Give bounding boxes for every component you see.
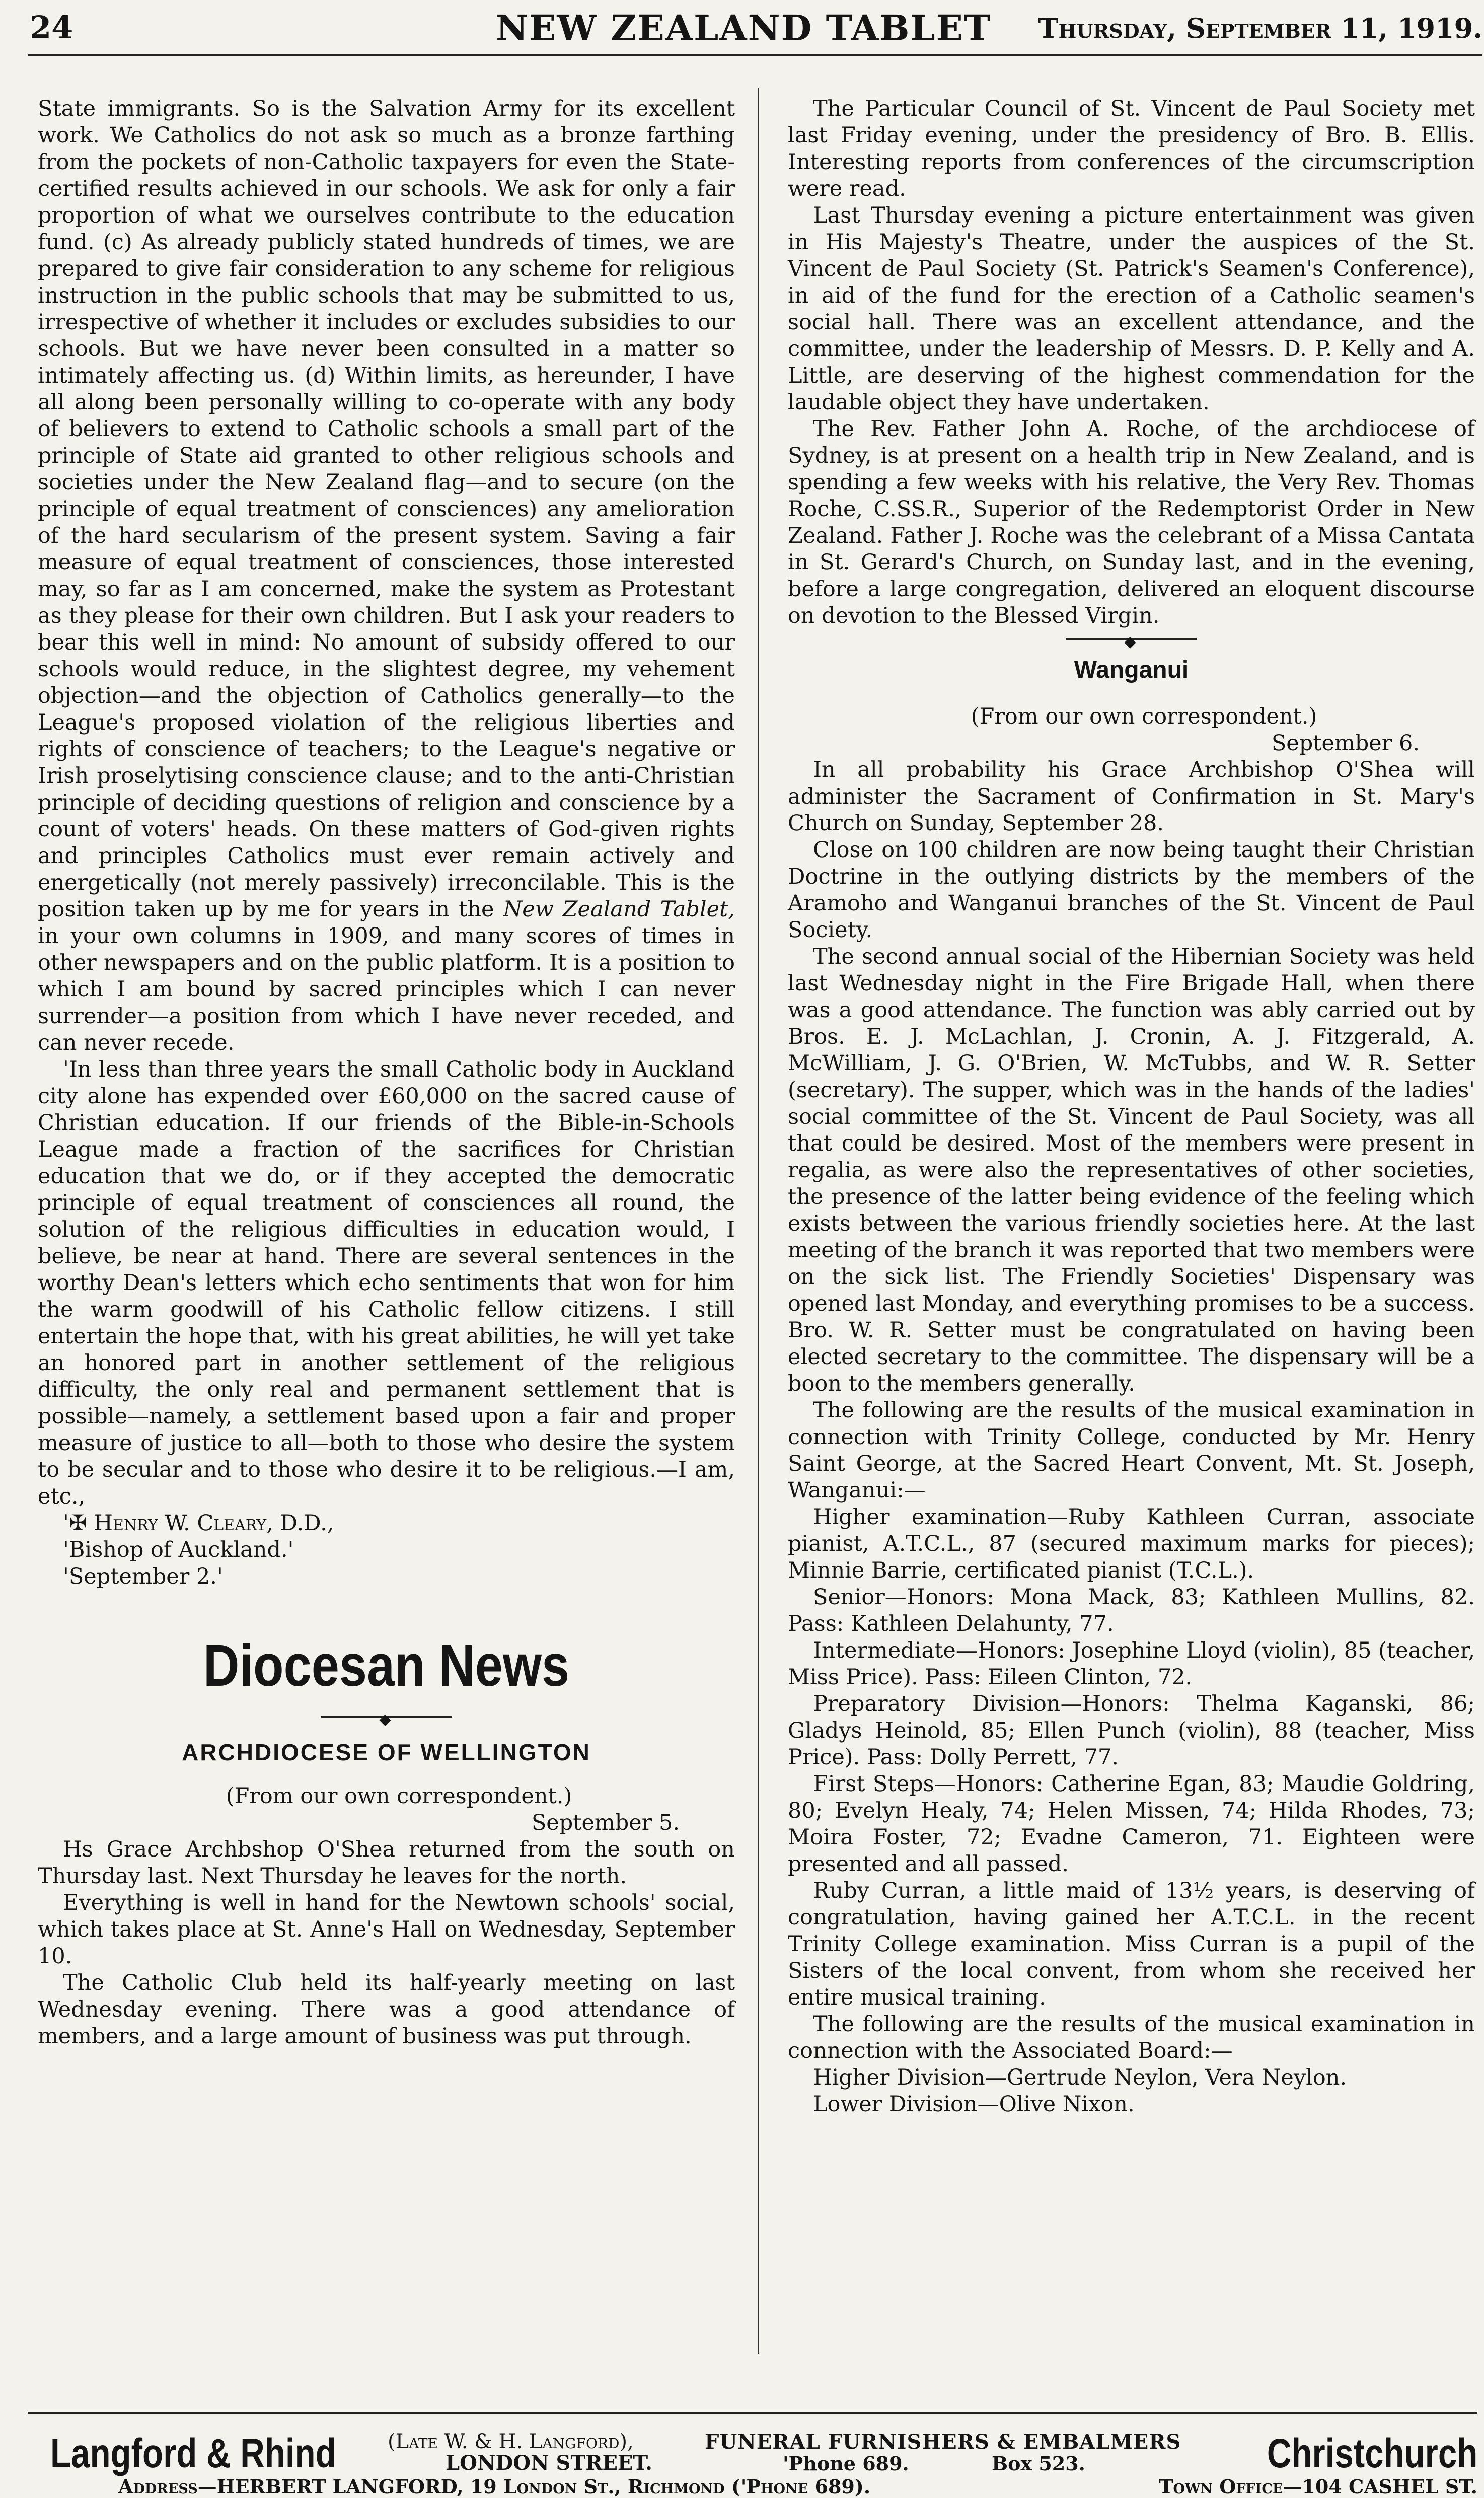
advertiser-street: LONDON STREET. bbox=[446, 2451, 652, 2475]
news-paragraph: The Particular Council of St. Vincent de Paul Society met last Friday evening, under the presidency of Bro. B. Ellis. Interesting reports from conferences of the circumscription were read. bbox=[788, 96, 1475, 201]
advertiser-name: Langford & Rhind bbox=[50, 2431, 336, 2476]
dateline: September 5. bbox=[531, 1810, 680, 1835]
newspaper-title: NEW ZEALAND TABLET bbox=[496, 7, 992, 49]
footer-rule bbox=[28, 2412, 1477, 2414]
news-paragraph: The following are the results of the musical examination in connection with the Associated Board:— bbox=[788, 2012, 1475, 2063]
advertiser-city: Christchurch bbox=[1267, 2431, 1477, 2476]
results-paragraph: Higher Division—Gertrude Neylon, Vera Neylon. bbox=[813, 2065, 1347, 2090]
results-paragraph: Lower Division—Olive Nixon. bbox=[813, 2092, 1135, 2117]
advertiser-phone: 'Phone 689. bbox=[783, 2452, 909, 2475]
letter-paragraph: State immigrants. So is the Salvation Army for its excellent work. We Catholics do not ask so much as a bronze farthing from the pockets of non-Catholic taxpayers for even the State-certified results achieved in our schools. We ask for only a fair proportion of what we ourselves contribute to the education fund. (c) As already publicly stated hundreds of times, we are prepared to give fair consideration to any scheme for religious instruction in the public schools that may be submitted to us, irrespective of whether it includes or excludes subsidies to our schools. But we have never been consulted in a matter so intimately affecting us. (d) Within limits, as hereunder, I have all along been personally willing to co-operate with any body of believers to extend to Catholic schools a small part of the principle of State aid granted to other religious schools and societies under the New Zealand flag—and to secure (on the principle of equal treatment of consciences) any amelioration of the hard secularism of the present system. Saving a fair measure of equal treatment of consciences, those interested may, so far as I am concerned, make the system as Protestant as they please for their own children. But I ask your readers to bear this well in mind: No amount of subsidy offered to our schools would reduce, in the slightest degree, my vehement objection—and the objection of Catholics generally—to the League's proposed violation of the religious liberties and rights of conscience of teachers; to the League's negative or Irish proselytising conscience clause; and to the anti-Christian principle of deciding questions of religion and conscience by a count of voters' heads. On these matters of God-given rights and principles Catholics must ever remain actively and energetically (not merely passively) irreconcilable. This is the position taken up by me for years in the New Zealand Tablet, in your own columns in 1909, and many scores of times in other newspapers and on the public platform. It is a position to which I am bound by sacred principles which I can never surrender—a position from which I have never receded, and can never recede. bbox=[38, 96, 735, 1055]
ornament-rule bbox=[38, 1709, 735, 1724]
advertiser-former-name: (Late W. & H. Langford), bbox=[388, 2430, 634, 2453]
advertiser-trade: FUNERAL FURNISHERS & EMBALMERS bbox=[705, 2430, 1181, 2454]
signature-name: '✠ Henry W. Cleary, D.D., bbox=[63, 1511, 334, 1536]
news-paragraph: The Rev. Father John A. Roche, of the archdiocese of Sydney, is at present on a health trip in New Zealand, and is spending a few weeks with his relative, the Very Rev. Thomas Roche, C.SS.R., Superior of the Redemptorist Order in New Zealand. Father J. Roche was the celebrant of a Missa Cantata in St. Gerard's Church, on Sunday last, and in the evening, before a large congregation, delivered an eloquent discourse on devotion to the Blessed Virgin. bbox=[788, 416, 1475, 628]
news-paragraph: Hs Grace Archbshop O'Shea returned from the south on Thursday last. Next Thursday he leaves for the north. bbox=[38, 1837, 735, 1889]
results-paragraph: Higher examination—Ruby Kathleen Curran, associate pianist, A.T.C.L., 87 (secured maximum marks for pieces); Minnie Barrie, certificated pianist (T.C.L.). bbox=[788, 1505, 1475, 1583]
section-title: Diocesan News bbox=[203, 1632, 570, 1699]
advertisement-footer bbox=[28, 2412, 1477, 2498]
correspondent-line: (From our own correspondent.) bbox=[971, 704, 1317, 729]
ornament-rule bbox=[788, 631, 1475, 647]
signature-date: 'September 2.' bbox=[63, 1564, 223, 1589]
page-number: 24 bbox=[30, 9, 73, 46]
header-rule bbox=[28, 54, 1482, 56]
results-paragraph: Preparatory Division—Honors: Thelma Kaganski, 86; Gladys Heinold, 85; Ellen Punch (violin), 88 (teacher, Miss Price). Pass: Dolly Perrett, 77. bbox=[788, 1691, 1475, 1770]
news-paragraph: The following are the results of the musical examination in connection with Trinity College, conducted by Mr. Henry Saint George, at the Sacred Heart Convent, Mt. St. Joseph, Wanganui:— bbox=[788, 1398, 1475, 1503]
news-paragraph: Everything is well in hand for the Newtown schools' social, which takes place at St. Anne's Hall on Wednesday, September 10. bbox=[38, 1890, 735, 1969]
page-header bbox=[28, 7, 1482, 50]
news-paragraph: Ruby Curran, a little maid of 13½ years, is deserving of congratulation, having gained her A.T.C.L. in the recent Trinity College examination. Miss Curran is a pupil of the Sisters of the local convent, from whom she received her entire musical training. bbox=[788, 1878, 1475, 2010]
advertiser-address: Address—HERBERT LANGFORD, 19 London St., Richmond ('Phone 689). bbox=[118, 2475, 871, 2498]
advertiser-town-office: Town Office—104 CASHEL ST. bbox=[1159, 2475, 1477, 2498]
news-paragraph: The second annual social of the Hibernian Society was held last Wednesday night in the Fire Brigade Hall, when there was a good attendance. The function was ably carried out by Bros. E. J. McLachlan, J. Cronin, A. J. Fitzgerald, A. McWilliam, J. G. O'Brien, W. McTubbs, and W. R. Setter (secretary). The supper, which was in the hands of the ladies' social committee of the St. Vincent de Paul Society, was all that could be desired. Most of the members were present in regalia, as were also the representatives of other societies, the presence of the latter being evidence of the feeling which exists between the various friendly societies here. At the last meeting of the branch it was reported that two members were on the sick list. The Friendly Societies' Dispensary was opened last Monday, and everything promises to be a success. Bro. W. R. Setter must be congratulated on having been elected secretary to the committee. The dispensary will be a boon to the members generally. bbox=[788, 944, 1475, 1396]
section-subhead: Wanganui bbox=[1074, 657, 1189, 683]
dateline: September 6. bbox=[1271, 731, 1420, 756]
news-paragraph: The Catholic Club held its half-yearly meeting on last Wednesday evening. There was a good attendance of members, and a large amount of business was put through. bbox=[38, 1970, 735, 2049]
section-subhead: ARCHDIOCESE OF WELLINGTON bbox=[182, 1739, 591, 1765]
results-paragraph: Senior—Honors: Mona Mack, 83; Kathleen Mullins, 82. Pass: Kathleen Delahunty, 77. bbox=[788, 1585, 1475, 1636]
correspondent-line: (From our own correspondent.) bbox=[226, 1783, 572, 1809]
letter-paragraph: 'In less than three years the small Catholic body in Auckland city alone has expended over £60,000 on the sacred cause of Christian education. If our friends of the Bible-in-Schools League made a fraction of the sacrifices for Christian education that we do, or if they accepted the democratic principle of equal treatment of consciences all round, the solution of the religious difficulties in education would, I believe, be near at hand. There are several sentences in the worthy Dean's letters which echo sentiments that won for him the warm goodwill of his Catholic fellow citizens. I still entertain the hope that, with his great abilities, he will yet take an honored part in another settlement of the religious difficulty, the only real and permanent settlement that is possible—namely, a settlement based upon a fair and proper measure of justice to all—both to those who desire the system to be secular and to those who desire it to be religious.—I am, etc., bbox=[38, 1057, 735, 1509]
advertiser-box: Box 523. bbox=[992, 2452, 1085, 2475]
news-paragraph: Last Thursday evening a picture entertainment was given in His Majesty's Theatre, under the auspices of the St. Vincent de Paul Society (St. Patrick's Seamen's Conference), in aid of the fund for the erection of a Catholic seamen's social hall. There was an excellent attendance, and the committee, under the leadership of Messrs. D. P. Kelly and A. Little, are deserving of the highest commendation for the laudable object they have undertaken. bbox=[788, 203, 1475, 415]
results-paragraph: First Steps—Honors: Catherine Egan, 83; Maudie Goldring, 80; Evelyn Healy, 74; Helen Missen, 74; Hilda Rhodes, 73; Moira Foster, 72; Evadne Cameron, 71. Eighteen were presented and all passed. bbox=[788, 1771, 1475, 1877]
results-paragraph: Intermediate—Honors: Josephine Lloyd (violin), 85 (teacher, Miss Price). Pass: Eileen Clinton, 72. bbox=[788, 1638, 1475, 1690]
news-paragraph: Close on 100 children are now being taught their Christian Doctrine in the outlying districts by the members of the Aramoho and Wanganui branches of the St. Vincent de Paul Society. bbox=[788, 837, 1475, 943]
news-paragraph: In all probability his Grace Archbishop O'Shea will administer the Sacrament of Confirmation in St. Mary's Church on Sunday, September 28. bbox=[788, 757, 1475, 836]
right-column bbox=[788, 96, 1475, 2118]
signature-title: 'Bishop of Auckland.' bbox=[63, 1537, 294, 1562]
column-divider bbox=[758, 88, 759, 2354]
issue-date: Thursday, September 11, 1919. bbox=[1038, 12, 1482, 44]
left-column bbox=[38, 96, 735, 2050]
